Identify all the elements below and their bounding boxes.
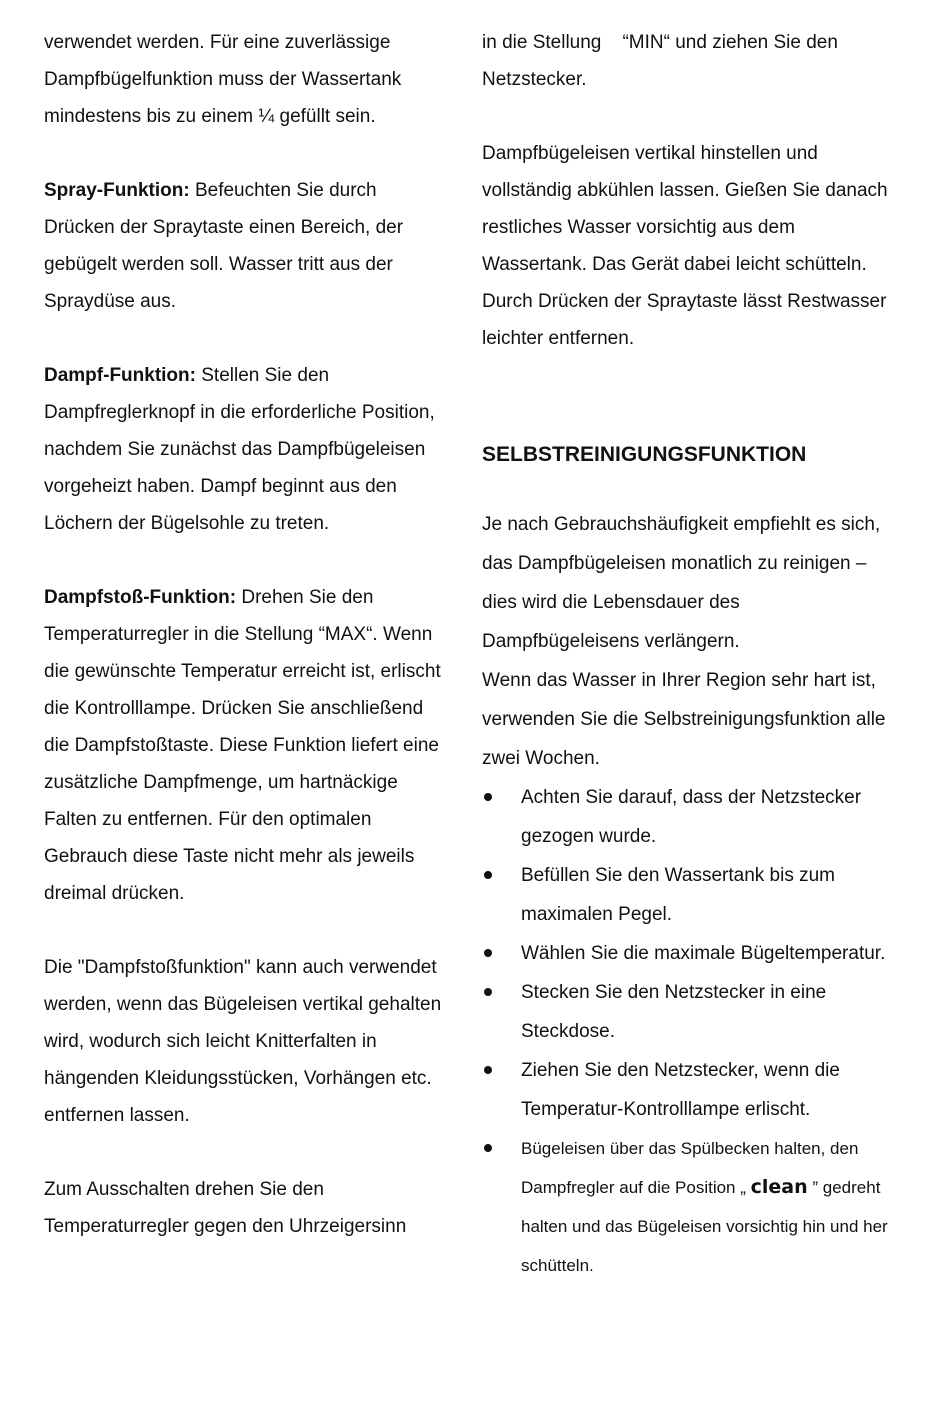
list-item [482,934,902,973]
right-column [482,24,902,1285]
list-item-text-end: ” gedreht halten und das Bügeleisen vorsichtig hin und her schütteln. [521,1178,888,1275]
bullet-icon [484,949,492,957]
steps-list [482,778,902,1285]
list-item-text: Wählen Sie die maximale Bügeltemperatur. [521,943,886,964]
cooling-paragraph: Dampfbügeleisen vertikal hinstellen und vollständig abkühlen lassen. Gießen Sie danach restliches Wasser vorsichtig aus dem Wassertank. Das Gerät dabei leicht schütteln. Durch Drücken der Spraytaste lässt Restwasser leichter entfernen. [482,143,888,349]
dampfstoss-label: Dampfstoß-Funktion: [44,587,237,608]
dampfstoss-paragraph [44,579,444,912]
spray-label: Spray-Funktion: [44,180,190,201]
intro-paragraph: verwendet werden. Für eine zuverlässige Dampfbügelfunktion muss der Wassertank mindestens bis zu einem ¼ gefüllt sein. [44,32,402,127]
section-heading: SELBSTREINIGUNGSFUNKTION [482,443,807,466]
list-item-text: Befüllen Sie den Wassertank bis zum maximalen Pegel. [521,865,836,925]
dampf-label: Dampf-Funktion: [44,365,196,386]
hard-water-paragraph: Wenn das Wasser in Ihrer Region sehr hart ist, verwenden Sie die Selbstreinigungsfunktion alle zwei Wochen. [482,670,886,769]
bullet-icon [484,988,492,996]
left-column [44,24,444,1245]
list-item [482,778,902,856]
min-paragraph: in die Stellung “MIN“ und ziehen Sie den Netzstecker. [482,32,844,90]
bullet-icon [484,871,492,879]
list-item [482,1051,902,1129]
list-item [482,1129,902,1285]
spray-text: Befeuchten Sie durch Drücken der Spraytaste einen Bereich, der gebügelt werden soll. Wasser tritt aus der Spraydüse aus. [44,180,404,312]
list-item-text: Ziehen Sie den Netzstecker, wenn die Temperatur-Kontrolllampe erlischt. [521,1060,840,1120]
bullet-icon [484,793,492,801]
list-item-text: Achten Sie darauf, dass der Netzstecker gezogen wurde. [521,787,862,847]
list-item-text: Bügeleisen über das Spülbecken halten, den Dampfregler auf die Position [521,1139,859,1197]
open-quote: „ [740,1178,751,1197]
off-paragraph: Zum Ausschalten drehen Sie den Temperaturregler gegen den Uhrzeigersinn [44,1179,407,1237]
bullet-icon [484,1144,492,1152]
dampf-paragraph [44,357,444,542]
list-item [482,856,902,934]
bullet-icon [484,1066,492,1074]
dampfstoss-text: Drehen Sie den Temperaturregler in die Stellung “MAX“. Wenn die gewünschte Temperatur erreicht ist, erlischt die Kontrolllampe. Drücken Sie anschließend die Dampfstoßtaste. Diese Funktion liefert eine zusätzliche Dampfmenge, um hartnäckige Falten zu entfernen. Für den optimalen Gebrauch diese Taste nicht mehr als jeweils dreimal drücken. [44,587,441,904]
list-item-text: Stecken Sie den Netzstecker in eine Steckdose. [521,982,827,1042]
dampf-text: Stellen Sie den Dampfreglerknopf in die erforderliche Position, nachdem Sie zunächst das Dampfbügeleisen vorgeheizt haben. Dampf beginnt aus den Löchern der Bügelsohle zu treten. [44,365,435,534]
vertical-paragraph: Die "Dampfstoßfunktion" kann auch verwendet werden, wenn das Bügeleisen vertikal gehalten wird, wodurch sich leicht Knitterfalten in hängenden Kleidungsstücken, Vorhängen etc. entfernen lassen. [44,957,442,1126]
clean-position-label: clean [750,1176,808,1198]
spray-paragraph [44,172,444,320]
list-item [482,973,902,1051]
cleaning-intro: Je nach Gebrauchshäufigkeit empfiehlt es sich, das Dampfbügeleisen monatlich zu reinigen – dies wird die Lebensdauer des Dampfbügeleisens verlängern. [482,514,881,652]
